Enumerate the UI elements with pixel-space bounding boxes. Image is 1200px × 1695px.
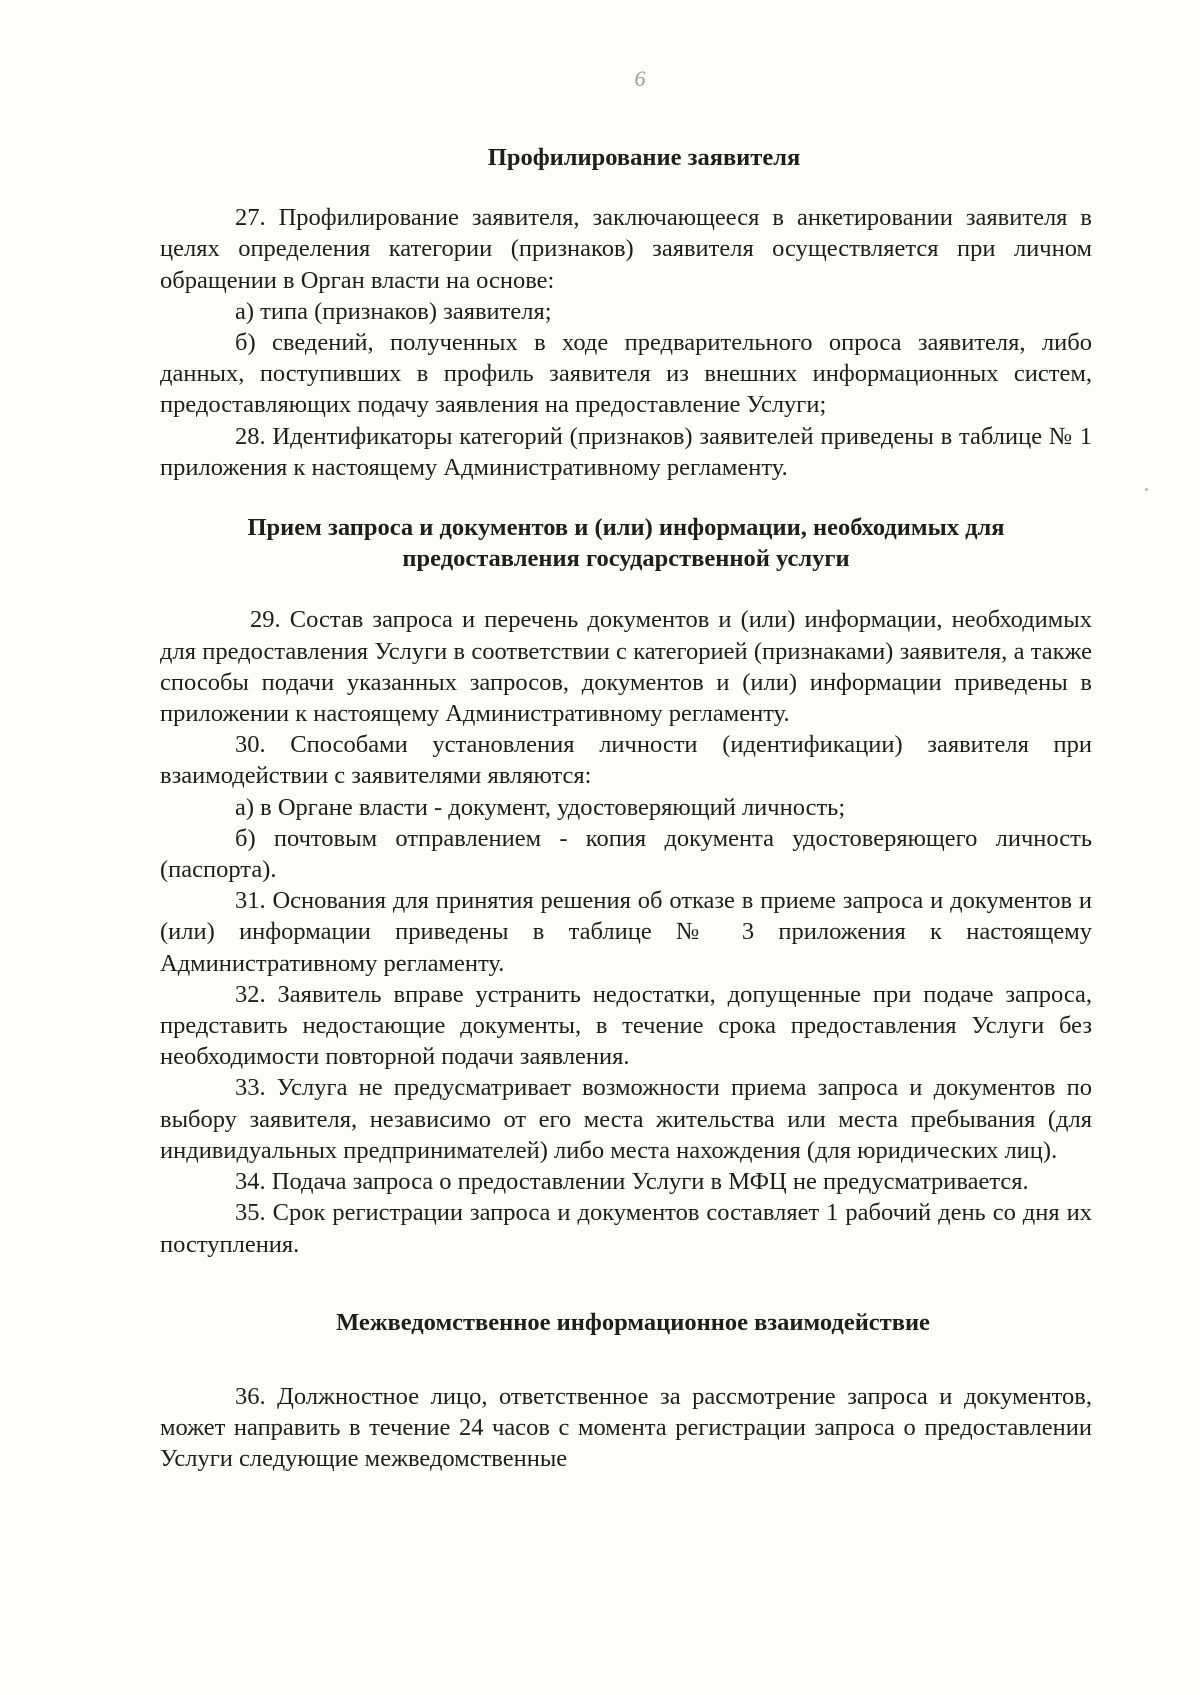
paragraph-30-b: б) почтовым отправлением - копия документа удостоверяющего личность (паспорта). bbox=[160, 824, 1092, 884]
paragraph-34: 34. Подача запроса о предоставлении Услуги в МФЦ не предусматривается. bbox=[235, 1168, 1029, 1196]
paragraph-28: 28. Идентификаторы категорий (признаков) заявителей приведены в таблице № 1 приложения к настоящему Административному регламенту. bbox=[160, 422, 1092, 481]
page-number: 6 bbox=[634, 66, 646, 91]
section-heading-request-intake bbox=[160, 512, 1092, 574]
scan-artifact bbox=[1145, 488, 1148, 491]
paragraph-32: 32. Заявитель вправе устранить недостатки, допущенные при подаче запроса, представить недостающие документы, в течение срока предоставления Услуги без необходимости повторной подачи заявления. bbox=[160, 980, 1092, 1071]
paragraph-36: 36. Должностное лицо, ответственное за рассмотрение запроса и документов, может направить в течение 24 часов с момента регистрации запроса о предоставлении Услуги следующие межведомственные bbox=[160, 1382, 1092, 1473]
section-heading-interagency: Межведомственное информационное взаимодействие bbox=[336, 1308, 930, 1336]
paragraph-30-a: а) в Органе власти - документ, удостоверяющий личность; bbox=[235, 793, 846, 821]
section-heading-line-1: Прием запроса и документов и (или) информации, необходимых для bbox=[247, 514, 1005, 542]
paragraph-29: 29. Состав запроса и перечень документов и (или) информации, необходимых для предоставления Услуги в соответствии с категорией (признаками) заявителя, а также способы подачи указанных запросов, документов и (или) информации приведены в приложении к настоящему Административному регламенту. bbox=[160, 606, 1092, 728]
paragraph-30: 30. Способами установления личности (идентификации) заявителя при взаимодействии с заявителями являются: bbox=[160, 731, 1092, 790]
paragraph-27-a: а) типа (признаков) заявителя; bbox=[235, 297, 552, 325]
paragraph-27-b: б) сведений, полученных в ходе предварительного опроса заявителя, либо данных, поступивших в профиль заявителя из внешних информационных систем, предоставляющих подачу заявления на предоставление Услуги; bbox=[160, 329, 1092, 419]
paragraph-33: 33. Услуга не предусматривает возможности приема запроса и документов по выбору заявителя, независимо от его места жительства или места пребывания (для индивидуальных предпринимателей) либо места нахождения (для юридических лиц). bbox=[160, 1074, 1092, 1164]
paragraph-27: 27. Профилирование заявителя, заключающееся в анкетировании заявителя в целях определения категории (признаков) заявителя осуществляется при личном обращении в Орган власти на основе: bbox=[160, 204, 1092, 294]
paragraph-31: 31. Основания для принятия решения об отказе в приеме запроса и документов и (или) информации приведены в таблице № 3 приложения к настоящему Административному регламенту. bbox=[160, 887, 1092, 977]
document-body bbox=[160, 142, 1092, 1475]
paragraph-35: 35. Срок регистрации запроса и документов составляет 1 рабочий день со дня их поступления. bbox=[160, 1199, 1092, 1258]
section-heading-profiling: Профилирование заявителя bbox=[487, 144, 801, 171]
section-heading-line-2: предоставления государственной услуги bbox=[402, 545, 850, 573]
